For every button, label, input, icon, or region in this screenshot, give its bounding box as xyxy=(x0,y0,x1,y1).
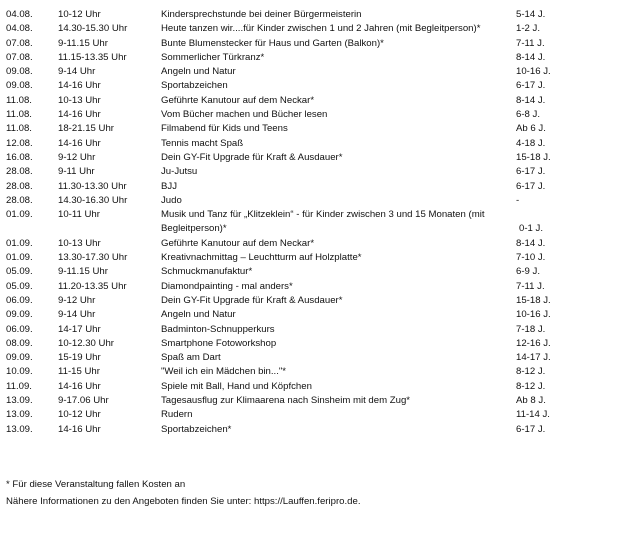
event-date: 04.08. xyxy=(6,9,33,20)
event-age: 8-12 J. xyxy=(516,366,546,378)
event-date: 11.09. xyxy=(6,380,32,392)
event-row xyxy=(6,237,614,251)
event-row xyxy=(6,79,614,93)
event-row xyxy=(6,265,614,279)
event-row xyxy=(6,94,614,108)
event-date: 11.08. xyxy=(6,123,32,135)
event-title: Filmabend für Kids und Teens xyxy=(161,123,288,135)
event-age: 7-11 J. xyxy=(516,37,545,49)
event-row xyxy=(6,122,614,136)
event-title: Sportabzeichen xyxy=(161,80,228,92)
event-date: 11.08. xyxy=(6,109,32,121)
event-row xyxy=(6,8,614,22)
event-date: 28.08. xyxy=(6,194,33,206)
event-time: 11.20-13.35 Uhr xyxy=(58,280,127,292)
event-time: 14-16 Uhr xyxy=(58,109,101,121)
event-title: Kreativnachmittag – Leuchtturm auf Holzplatte* xyxy=(161,252,362,264)
event-time: 14-16 Uhr xyxy=(58,80,101,92)
event-title: BJJ xyxy=(161,180,177,192)
event-age: 8-12 J. xyxy=(516,380,546,392)
event-date: 09.08. xyxy=(6,66,33,78)
event-date: 07.08. xyxy=(6,51,33,63)
event-age: 6-17 J. xyxy=(516,180,546,192)
event-date: 13.09. xyxy=(6,395,33,407)
event-date: 09.09. xyxy=(6,309,33,321)
event-time: 9-14 Uhr xyxy=(58,66,96,78)
event-time: 14-17 Uhr xyxy=(58,323,101,335)
event-time: 13.30-17.30 Uhr xyxy=(58,252,128,264)
event-date: 16.08. xyxy=(6,151,33,163)
event-age: 15-18 J. xyxy=(516,294,551,306)
event-row xyxy=(6,394,614,408)
event-date: 07.08. xyxy=(6,37,33,49)
event-title: Dein GY-Fit Upgrade für Kraft & Ausdauer* xyxy=(161,151,343,163)
event-date: 05.09. xyxy=(6,280,33,292)
event-schedule xyxy=(6,8,614,437)
event-row xyxy=(6,180,614,194)
event-age: 11-14 J. xyxy=(516,409,550,421)
event-row xyxy=(6,165,614,179)
event-time: 10-12.30 Uhr xyxy=(58,337,114,349)
event-row xyxy=(6,137,614,151)
event-time: 10-12 Uhr xyxy=(58,409,101,421)
event-row xyxy=(6,280,614,294)
event-date: 13.09. xyxy=(6,409,33,421)
cost-note: * Für diese Veranstaltung fallen Kosten an xyxy=(6,479,186,490)
event-time: 10-12 Uhr xyxy=(58,9,101,20)
event-row xyxy=(6,408,614,422)
event-row xyxy=(6,308,614,322)
event-row xyxy=(6,423,614,437)
event-title: Rudern xyxy=(161,409,193,421)
event-age: Ab 6 J. xyxy=(516,123,546,135)
event-title: Musik und Tanz für „Klitzeklein“ - für Kinder zwischen 3 und 15 Monaten (mit Begleitperson)* xyxy=(161,209,485,235)
event-age: 10-16 J. xyxy=(516,309,551,321)
event-age: 4-18 J. xyxy=(516,137,546,149)
event-age: 10-16 J. xyxy=(516,66,551,78)
event-time: 10-13 Uhr xyxy=(58,94,101,106)
event-title: Bunte Blumenstecker für Haus und Garten (Balkon)* xyxy=(161,37,384,49)
event-time: 9-12 Uhr xyxy=(58,151,96,163)
event-title: Geführte Kanutour auf dem Neckar* xyxy=(161,237,315,249)
event-title: Smartphone Fotoworkshop xyxy=(161,337,277,349)
event-age: 6-9 J. xyxy=(516,266,540,278)
event-time: 14-16 Uhr xyxy=(58,380,101,392)
event-date: 01.09. xyxy=(6,209,33,221)
event-time: 11.30-13.30 Uhr xyxy=(58,180,127,192)
event-title: Sommerlicher Türkranz* xyxy=(161,51,265,63)
event-title: Diamondpainting - mal anders* xyxy=(161,280,293,292)
event-title: Ju-Jutsu xyxy=(161,166,198,178)
event-title: Heute tanzen wir....für Kinder zwischen 1 und 2 Jahren (mit Begleitperson)* xyxy=(161,23,481,35)
event-age: 8-14 J. xyxy=(516,51,546,63)
event-row xyxy=(6,51,614,65)
event-age: 8-14 J. xyxy=(516,94,546,106)
event-age: 15-18 J. xyxy=(516,151,551,163)
event-time: 9-12 Uhr xyxy=(58,294,96,306)
event-age: 14-17 J. xyxy=(516,352,551,364)
event-age: 12-16 J. xyxy=(516,337,551,349)
event-row xyxy=(6,323,614,337)
event-title: Spiele mit Ball, Hand und Köpfchen xyxy=(161,380,312,392)
event-title: Tagesausflug zur Klimaarena nach Sinsheim mit dem Zug* xyxy=(161,395,411,407)
event-row xyxy=(6,108,614,122)
event-row xyxy=(6,208,614,237)
event-title: Sportabzeichen* xyxy=(161,423,232,435)
event-title: Geführte Kanutour auf dem Neckar* xyxy=(161,94,315,106)
footer xyxy=(6,476,361,510)
event-time: 15-19 Uhr xyxy=(58,352,101,364)
event-date: 13.09. xyxy=(6,423,33,435)
event-row xyxy=(6,294,614,308)
event-row xyxy=(6,351,614,365)
event-age: 6-17 J. xyxy=(516,166,546,178)
info-line: Nähere Informationen zu den Angeboten finden Sie unter: https://Lauffen.feripro.de. xyxy=(6,496,361,507)
event-time: 14-16 Uhr xyxy=(58,423,101,435)
event-time: 14-16 Uhr xyxy=(58,137,101,149)
event-time: 14.30-15.30 Uhr xyxy=(58,23,128,35)
event-date: 11.08. xyxy=(6,94,32,106)
event-date: 05.09. xyxy=(6,266,33,278)
event-date: 01.09. xyxy=(6,252,33,264)
event-title: Angeln und Natur xyxy=(161,309,236,321)
event-time: 9-11 Uhr xyxy=(58,166,95,178)
event-age: 0-1 J. xyxy=(519,223,543,235)
event-title: Tennis macht Spaß xyxy=(161,137,244,149)
event-title: Spaß am Dart xyxy=(161,352,221,364)
event-age: - xyxy=(516,194,520,206)
event-date: 28.08. xyxy=(6,180,33,192)
event-row xyxy=(6,151,614,165)
event-time: 11.15-13.35 Uhr xyxy=(58,51,127,63)
event-age: 8-14 J. xyxy=(516,237,546,249)
event-date: 10.09. xyxy=(6,366,33,378)
event-time: 11-15 Uhr xyxy=(58,366,100,378)
event-age: 5-14 J. xyxy=(516,9,546,20)
event-row xyxy=(6,365,614,379)
event-title: Angeln und Natur xyxy=(161,66,236,78)
event-time: 9-14 Uhr xyxy=(58,309,96,321)
event-time: 10-13 Uhr xyxy=(58,237,101,249)
event-row xyxy=(6,337,614,351)
event-title: Schmuckmanufaktur* xyxy=(161,266,253,278)
event-row xyxy=(6,251,614,265)
event-date: 12.08. xyxy=(6,137,33,149)
event-row xyxy=(6,380,614,394)
event-row xyxy=(6,194,614,208)
event-time: 14.30-16.30 Uhr xyxy=(58,194,128,206)
event-row xyxy=(6,65,614,79)
event-age: 6-17 J. xyxy=(516,80,546,92)
event-age: 7-10 J. xyxy=(516,252,546,264)
event-time: 18-21.15 Uhr xyxy=(58,123,114,135)
event-age: 7-18 J. xyxy=(516,323,546,335)
event-title: Vom Bücher machen und Bücher lesen xyxy=(161,109,328,121)
event-title: "Weil ich ein Mädchen bin..."* xyxy=(161,366,287,378)
event-date: 04.08. xyxy=(6,23,33,35)
event-date: 08.09. xyxy=(6,337,33,349)
event-title: Dein GY-Fit Upgrade für Kraft & Ausdauer* xyxy=(161,294,343,306)
event-title: Judo xyxy=(161,194,182,206)
event-age: 6-17 J. xyxy=(516,423,546,435)
event-age: Ab 8 J. xyxy=(516,395,546,407)
event-date: 06.09. xyxy=(6,323,33,335)
event-date: 09.09. xyxy=(6,352,33,364)
event-date: 28.08. xyxy=(6,166,33,178)
event-date: 06.09. xyxy=(6,294,33,306)
event-time: 9-17.06 Uhr xyxy=(58,395,109,407)
event-row xyxy=(6,22,614,36)
event-date: 01.09. xyxy=(6,237,33,249)
event-date: 09.08. xyxy=(6,80,33,92)
event-time: 9-11.15 Uhr xyxy=(58,37,108,49)
event-title: Kindersprechstunde bei deiner Bürgermeisterin xyxy=(161,9,362,20)
event-time: 9-11.15 Uhr xyxy=(58,266,108,278)
event-time: 10-11 Uhr xyxy=(58,209,100,221)
event-age: 6-8 J. xyxy=(516,109,540,121)
event-age: 7-11 J. xyxy=(516,280,545,292)
event-title: Badminton-Schnupperkurs xyxy=(161,323,275,335)
event-row xyxy=(6,37,614,51)
event-age: 1-2 J. xyxy=(516,23,540,35)
